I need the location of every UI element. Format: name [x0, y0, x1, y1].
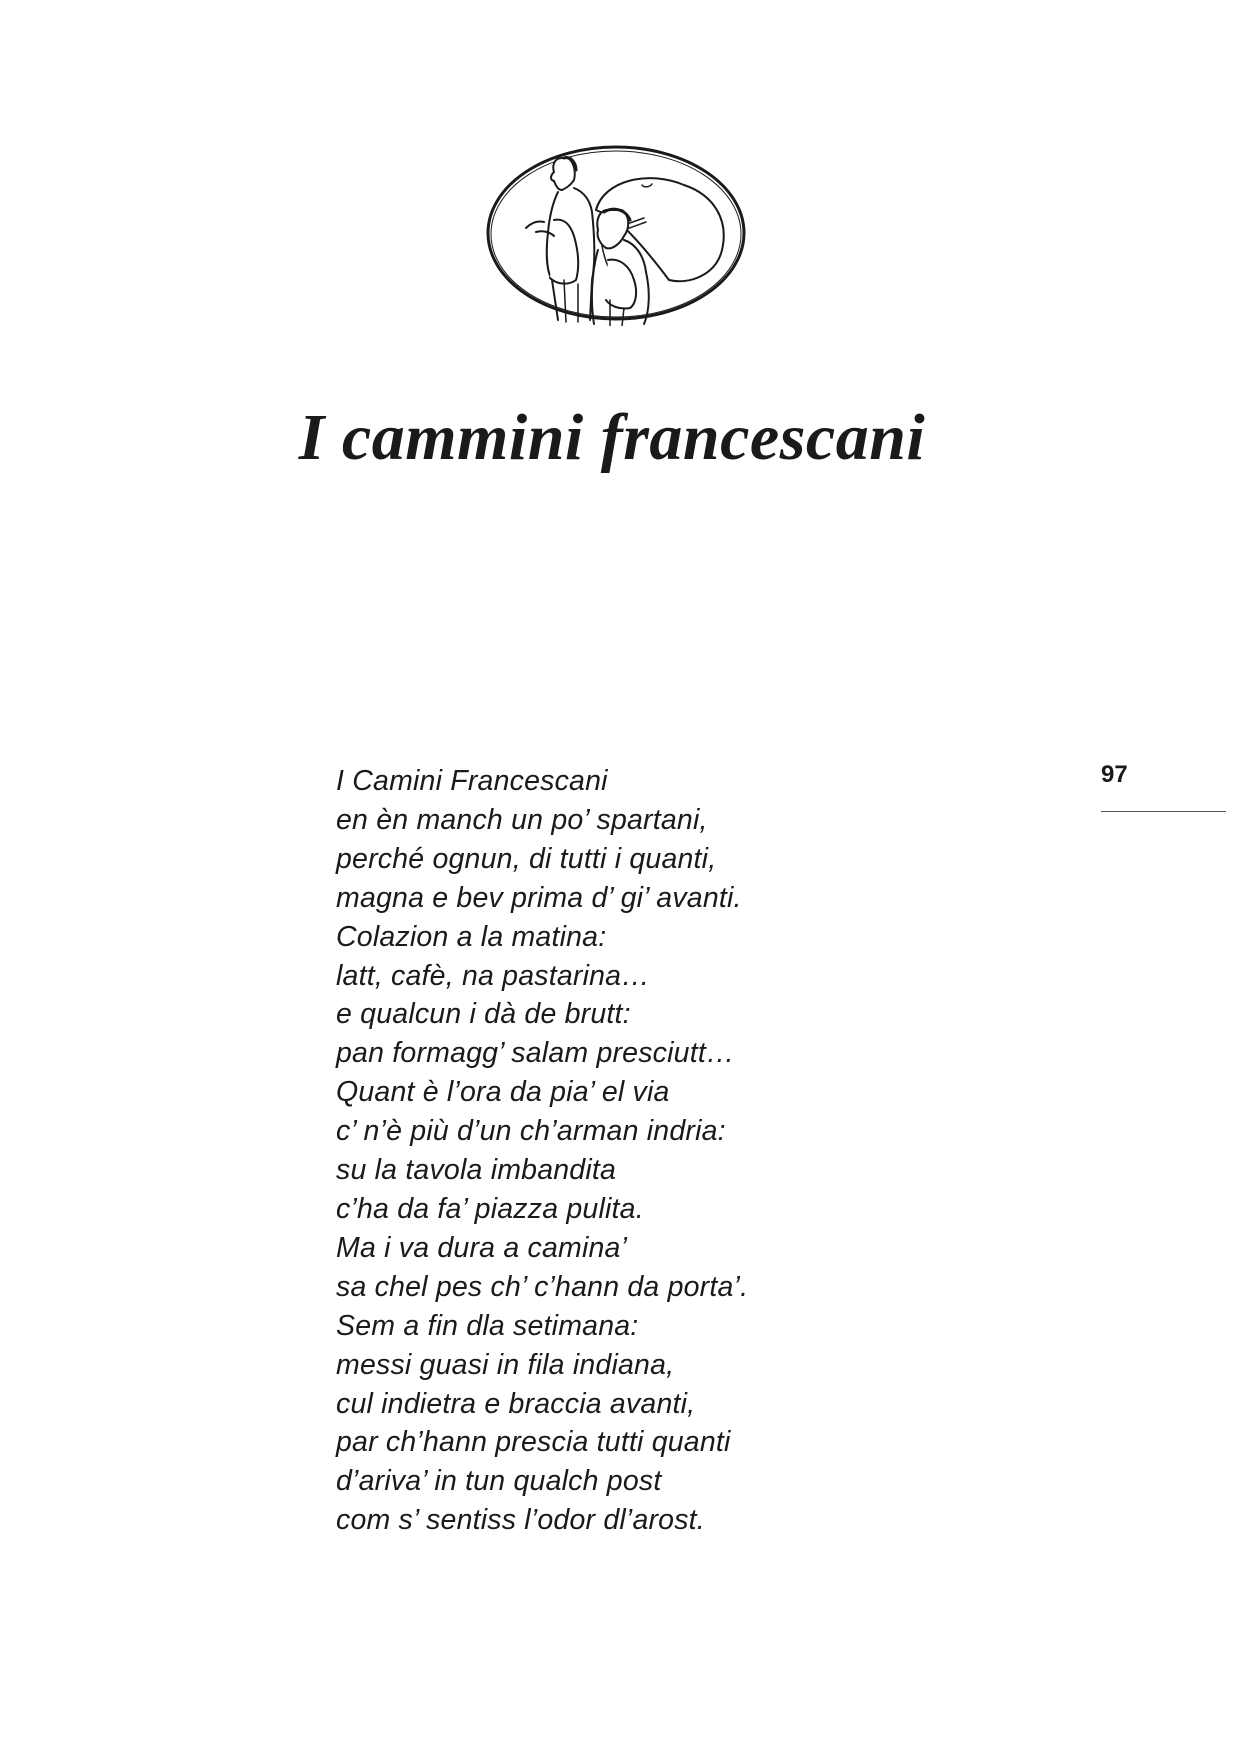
- poem-line: Colazion a la matina:: [336, 920, 607, 953]
- poem-line: messi guasi in fila indiana,: [336, 1348, 675, 1381]
- poem-body: [336, 762, 748, 1540]
- friars-walking-emblem-icon: [484, 140, 748, 326]
- poem-line: c’ n’è più d’un ch’arman indria:: [336, 1115, 726, 1148]
- poem-line: cul indietra e braccia avanti,: [336, 1387, 696, 1420]
- poem-line: d’ariva’ in tun qualch post: [336, 1465, 662, 1498]
- poem-line: en èn manch un po’ spartani,: [336, 803, 708, 836]
- poem-line: magna e bev prima d’ gi’ avanti.: [336, 881, 742, 914]
- poem-line: Sem a fin dla setimana:: [336, 1309, 639, 1342]
- poem-line: Ma i va dura a camina’: [336, 1231, 628, 1264]
- page-number: 97: [1101, 761, 1128, 788]
- poem-line: pan formagg’ salam presciutt…: [336, 1037, 735, 1070]
- poem-line: latt, cafè, na pastarina…: [336, 959, 650, 992]
- poem-line: sa chel pes ch’ c’hann da porta’.: [336, 1270, 749, 1303]
- page-number-rule: [1101, 811, 1226, 812]
- page-title: I cammini francescani: [298, 401, 926, 474]
- poem-line: su la tavola imbandita: [336, 1154, 617, 1187]
- poem-line: e qualcun i dà de brutt:: [336, 998, 631, 1031]
- poem-line: perché ognun, di tutti i quanti,: [336, 842, 717, 875]
- poem-line: c’ha da fa’ piazza pulita.: [336, 1192, 644, 1225]
- poem-line: Quant è l’ora da pia’ el via: [336, 1076, 670, 1109]
- poem-line: com s’ sentiss l’odor dl’arost.: [336, 1504, 705, 1537]
- poem-line: par ch’hann prescia tutti quanti: [336, 1426, 731, 1459]
- poem-line: I Camini Francescani: [336, 765, 608, 797]
